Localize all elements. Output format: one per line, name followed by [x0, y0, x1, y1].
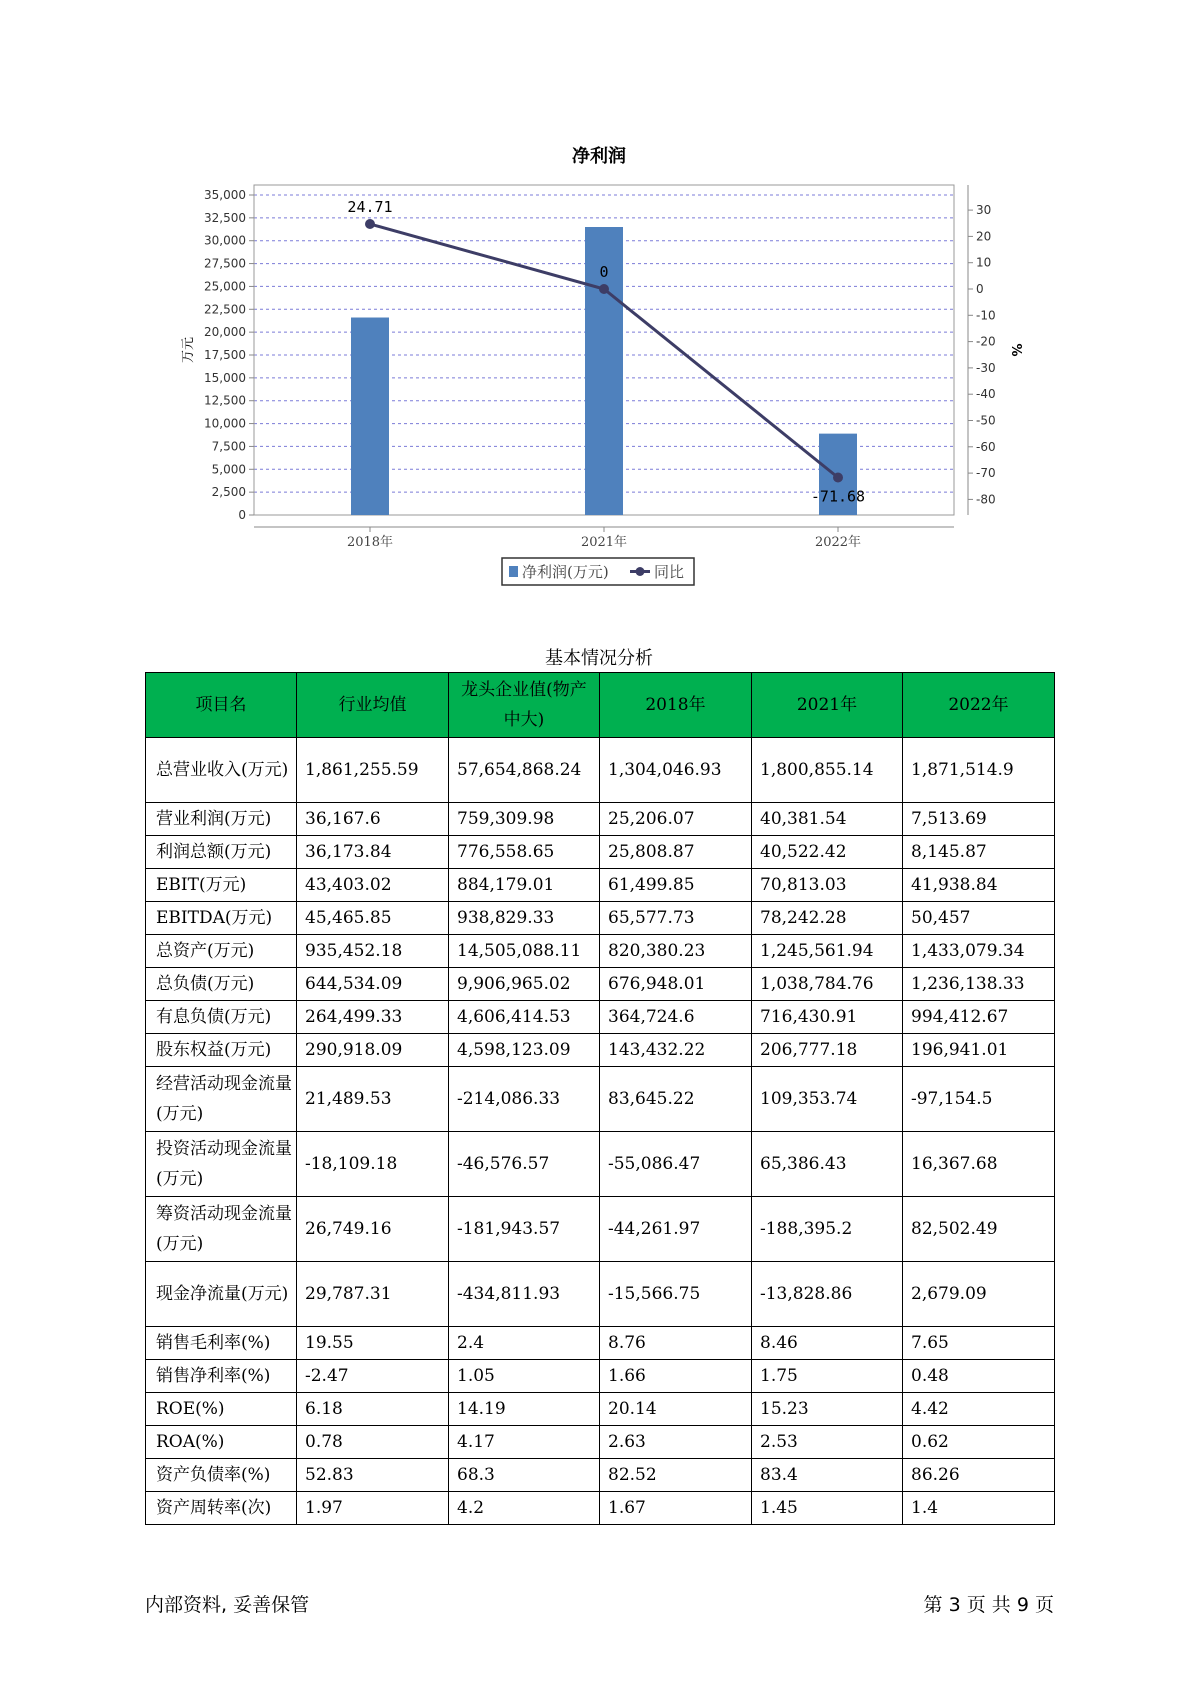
- value-cell: 7,513.69: [903, 803, 1055, 836]
- value-cell: 264,499.33: [297, 1001, 449, 1034]
- row-label-cell: 经营活动现金流量(万元): [146, 1067, 297, 1132]
- row-label-cell: 利润总额(万元): [146, 836, 297, 869]
- value-cell: 0.62: [903, 1426, 1055, 1459]
- value-cell: 19.55: [297, 1327, 449, 1360]
- y2-tick-label: 10: [976, 255, 992, 270]
- value-cell: 4.42: [903, 1393, 1055, 1426]
- page-mid: 页 共: [966, 1594, 1011, 1616]
- value-cell: 61,499.85: [600, 869, 752, 902]
- value-cell: 16,367.68: [903, 1132, 1055, 1197]
- table-row: [146, 1360, 1055, 1393]
- value-cell: 1,800,855.14: [752, 738, 903, 803]
- table-row: [146, 836, 1055, 869]
- value-cell: 40,522.42: [752, 836, 903, 869]
- y2-axis-label: %: [1008, 343, 1023, 357]
- y2-tick-label: -40: [976, 387, 996, 402]
- value-cell: 83,645.22: [600, 1067, 752, 1132]
- row-label-cell: 筹资活动现金流量(万元): [146, 1197, 297, 1262]
- header-2021: 2021年: [752, 673, 903, 738]
- table-row: [146, 1459, 1055, 1492]
- value-cell: 1,304,046.93: [600, 738, 752, 803]
- value-cell: 41,938.84: [903, 869, 1055, 902]
- table-row: [146, 803, 1055, 836]
- value-cell: 1.97: [297, 1492, 449, 1525]
- value-cell: 83.4: [752, 1459, 903, 1492]
- table-row: [146, 1492, 1055, 1525]
- value-cell: 716,430.91: [752, 1001, 903, 1034]
- value-cell: 1.67: [600, 1492, 752, 1525]
- header-leader-value: 龙头企业值(物产中大): [449, 673, 600, 738]
- table-row: [146, 1393, 1055, 1426]
- value-cell: 7.65: [903, 1327, 1055, 1360]
- row-label-cell: 总负债(万元): [146, 968, 297, 1001]
- value-cell: 1,245,561.94: [752, 935, 903, 968]
- table-row: [146, 1197, 1055, 1262]
- value-cell: 1,038,784.76: [752, 968, 903, 1001]
- value-cell: -44,261.97: [600, 1197, 752, 1262]
- value-cell: 1.05: [449, 1360, 600, 1393]
- table-row: [146, 1132, 1055, 1197]
- header-industry-avg: 行业均值: [297, 673, 449, 738]
- value-cell: 994,412.67: [903, 1001, 1055, 1034]
- row-label-cell: 销售净利率(%): [146, 1360, 297, 1393]
- y-tick-label: 0: [238, 508, 246, 522]
- y-tick-label: 17,500: [204, 348, 246, 362]
- value-cell: 65,577.73: [600, 902, 752, 935]
- yoy-data-label: 24.71: [347, 198, 393, 217]
- value-cell: 21,489.53: [297, 1067, 449, 1132]
- row-label-cell: 股东权益(万元): [146, 1034, 297, 1067]
- table-row: [146, 869, 1055, 902]
- value-cell: -97,154.5: [903, 1067, 1055, 1132]
- value-cell: 143,432.22: [600, 1034, 752, 1067]
- x-tick-label: 2022年: [814, 535, 862, 550]
- legend-line-label: 同比: [654, 563, 685, 581]
- value-cell: 1,871,514.9: [903, 738, 1055, 803]
- value-cell: 938,829.33: [449, 902, 600, 935]
- value-cell: 15.23: [752, 1393, 903, 1426]
- value-cell: 36,167.6: [297, 803, 449, 836]
- value-cell: 1,433,079.34: [903, 935, 1055, 968]
- value-cell: 70,813.03: [752, 869, 903, 902]
- value-cell: 2,679.09: [903, 1262, 1055, 1327]
- table-row: [146, 1067, 1055, 1132]
- value-cell: 4.17: [449, 1426, 600, 1459]
- value-cell: 9,906,965.02: [449, 968, 600, 1001]
- bar: [351, 318, 389, 515]
- yoy-point: [365, 219, 375, 229]
- x-tick-label: 2021年: [580, 535, 628, 550]
- value-cell: -55,086.47: [600, 1132, 752, 1197]
- yoy-point: [833, 473, 843, 483]
- value-cell: 676,948.01: [600, 968, 752, 1001]
- row-label-cell: 现金净流量(万元): [146, 1262, 297, 1327]
- value-cell: 57,654,868.24: [449, 738, 600, 803]
- value-cell: 1,236,138.33: [903, 968, 1055, 1001]
- y-tick-label: 10,000: [204, 416, 246, 431]
- value-cell: 364,724.6: [600, 1001, 752, 1034]
- header-item-name: 项目名: [146, 673, 297, 738]
- y2-tick-label: 20: [976, 229, 992, 244]
- y2-tick-label: -20: [976, 334, 996, 349]
- value-cell: 4.2: [449, 1492, 600, 1525]
- value-cell: 290,918.09: [297, 1034, 449, 1067]
- value-cell: 29,787.31: [297, 1262, 449, 1327]
- value-cell: 2.63: [600, 1426, 752, 1459]
- footer-confidential: 内部资料, 妥善保管: [145, 1594, 310, 1616]
- value-cell: 14,505,088.11: [449, 935, 600, 968]
- y-tick-label: 32,500: [204, 210, 246, 225]
- value-cell: 1.45: [752, 1492, 903, 1525]
- value-cell: 40,381.54: [752, 803, 903, 836]
- table-row: [146, 1426, 1055, 1459]
- chart-title: 净利润: [572, 146, 626, 167]
- yoy-point: [599, 284, 609, 294]
- value-cell: -46,576.57: [449, 1132, 600, 1197]
- value-cell: 776,558.65: [449, 836, 600, 869]
- header-2022: 2022年: [903, 673, 1055, 738]
- value-cell: 25,206.07: [600, 803, 752, 836]
- value-cell: 109,353.74: [752, 1067, 903, 1132]
- value-cell: -188,395.2: [752, 1197, 903, 1262]
- table-row: [146, 1034, 1055, 1067]
- y2-tick-label: -80: [976, 492, 996, 507]
- value-cell: 196,941.01: [903, 1034, 1055, 1067]
- row-label-cell: 总营业收入(万元): [146, 738, 297, 803]
- x-tick-label: 2018年: [346, 535, 394, 550]
- footer-page-number: [924, 1590, 1054, 1617]
- value-cell: 4,606,414.53: [449, 1001, 600, 1034]
- value-cell: 935,452.18: [297, 935, 449, 968]
- value-cell: 82,502.49: [903, 1197, 1055, 1262]
- yoy-data-label: -71.68: [810, 487, 866, 506]
- y2-tick-label: 0: [976, 282, 984, 296]
- y-tick-label: 35,000: [204, 188, 246, 202]
- y-tick-label: 20,000: [204, 325, 246, 340]
- value-cell: 8,145.87: [903, 836, 1055, 869]
- table-caption: 基本情况分析: [545, 648, 653, 669]
- y-tick-label: 2,500: [211, 485, 246, 500]
- value-cell: 206,777.18: [752, 1034, 903, 1067]
- value-cell: 20.14: [600, 1393, 752, 1426]
- row-label-cell: 总资产(万元): [146, 935, 297, 968]
- row-label-cell: ROA(%): [146, 1426, 297, 1459]
- value-cell: 65,386.43: [752, 1132, 903, 1197]
- row-label-cell: 营业利润(万元): [146, 803, 297, 836]
- page-prefix: 第: [923, 1594, 943, 1616]
- value-cell: 2.4: [449, 1327, 600, 1360]
- y2-tick-label: -50: [976, 413, 996, 428]
- row-label-cell: ROE(%): [146, 1393, 297, 1426]
- net-profit-chart: [0, 0, 1191, 600]
- y-tick-label: 12,500: [204, 393, 246, 408]
- value-cell: 0.78: [297, 1426, 449, 1459]
- y2-tick-label: 30: [976, 203, 992, 218]
- y2-tick-label: -70: [976, 466, 996, 481]
- y-tick-label: 15,000: [204, 370, 246, 385]
- y-tick-label: 27,500: [204, 256, 246, 271]
- yoy-data-label: 0: [599, 263, 609, 281]
- row-label-cell: 销售毛利率(%): [146, 1327, 297, 1360]
- table-row: [146, 738, 1055, 803]
- value-cell: 820,380.23: [600, 935, 752, 968]
- y-tick-label: 30,000: [204, 233, 246, 248]
- y-axis-label: 万元: [181, 336, 196, 364]
- chart-legend: [502, 558, 694, 585]
- value-cell: 26,749.16: [297, 1197, 449, 1262]
- value-cell: -181,943.57: [449, 1197, 600, 1262]
- value-cell: 4,598,123.09: [449, 1034, 600, 1067]
- table-row: [146, 968, 1055, 1001]
- value-cell: 50,457: [903, 902, 1055, 935]
- value-cell: 8.76: [600, 1327, 752, 1360]
- row-label-cell: 投资活动现金流量(万元): [146, 1132, 297, 1197]
- page-current: 3: [948, 1594, 961, 1616]
- y2-tick-label: -10: [976, 308, 996, 323]
- row-label-cell: 资产负债率(%): [146, 1459, 297, 1492]
- page-total: 9: [1016, 1594, 1029, 1616]
- table-row: [146, 902, 1055, 935]
- header-2018: 2018年: [600, 673, 752, 738]
- value-cell: 1.75: [752, 1360, 903, 1393]
- value-cell: 644,534.09: [297, 968, 449, 1001]
- row-label-cell: EBITDA(万元): [146, 902, 297, 935]
- value-cell: 884,179.01: [449, 869, 600, 902]
- value-cell: -2.47: [297, 1360, 449, 1393]
- y-tick-label: 5,000: [211, 462, 246, 477]
- legend-line-marker: [636, 567, 645, 576]
- value-cell: -15,566.75: [600, 1262, 752, 1327]
- value-cell: 14.19: [449, 1393, 600, 1426]
- value-cell: 82.52: [600, 1459, 752, 1492]
- value-cell: 6.18: [297, 1393, 449, 1426]
- value-cell: 1.4: [903, 1492, 1055, 1525]
- value-cell: 1.66: [600, 1360, 752, 1393]
- value-cell: 36,173.84: [297, 836, 449, 869]
- value-cell: 52.83: [297, 1459, 449, 1492]
- legend-bar-swatch: [509, 566, 518, 577]
- y-tick-label: 22,500: [204, 302, 246, 317]
- value-cell: 86.26: [903, 1459, 1055, 1492]
- legend-bar-label: 净利润(万元): [522, 563, 609, 581]
- y-tick-label: 7,500: [211, 439, 246, 454]
- table-header-row: [146, 673, 1055, 738]
- value-cell: 43,403.02: [297, 869, 449, 902]
- table-row: [146, 1001, 1055, 1034]
- value-cell: -434,811.93: [449, 1262, 600, 1327]
- value-cell: 759,309.98: [449, 803, 600, 836]
- value-cell: -18,109.18: [297, 1132, 449, 1197]
- table-row: [146, 1327, 1055, 1360]
- table-row: [146, 935, 1055, 968]
- table-row: [146, 1262, 1055, 1327]
- row-label-cell: 有息负债(万元): [146, 1001, 297, 1034]
- value-cell: -13,828.86: [752, 1262, 903, 1327]
- value-cell: 1,861,255.59: [297, 738, 449, 803]
- value-cell: 2.53: [752, 1426, 903, 1459]
- value-cell: 25,808.87: [600, 836, 752, 869]
- y2-tick-label: -30: [976, 360, 996, 375]
- y2-tick-label: -60: [976, 439, 996, 454]
- y-tick-label: 25,000: [204, 279, 246, 294]
- value-cell: 0.48: [903, 1360, 1055, 1393]
- value-cell: 78,242.28: [752, 902, 903, 935]
- value-cell: 68.3: [449, 1459, 600, 1492]
- row-label-cell: EBIT(万元): [146, 869, 297, 902]
- value-cell: 8.46: [752, 1327, 903, 1360]
- value-cell: -214,086.33: [449, 1067, 600, 1132]
- row-label-cell: 资产周转率(次): [146, 1492, 297, 1525]
- value-cell: 45,465.85: [297, 902, 449, 935]
- page-suffix: 页: [1034, 1594, 1054, 1616]
- basic-analysis-table: [145, 672, 1055, 1525]
